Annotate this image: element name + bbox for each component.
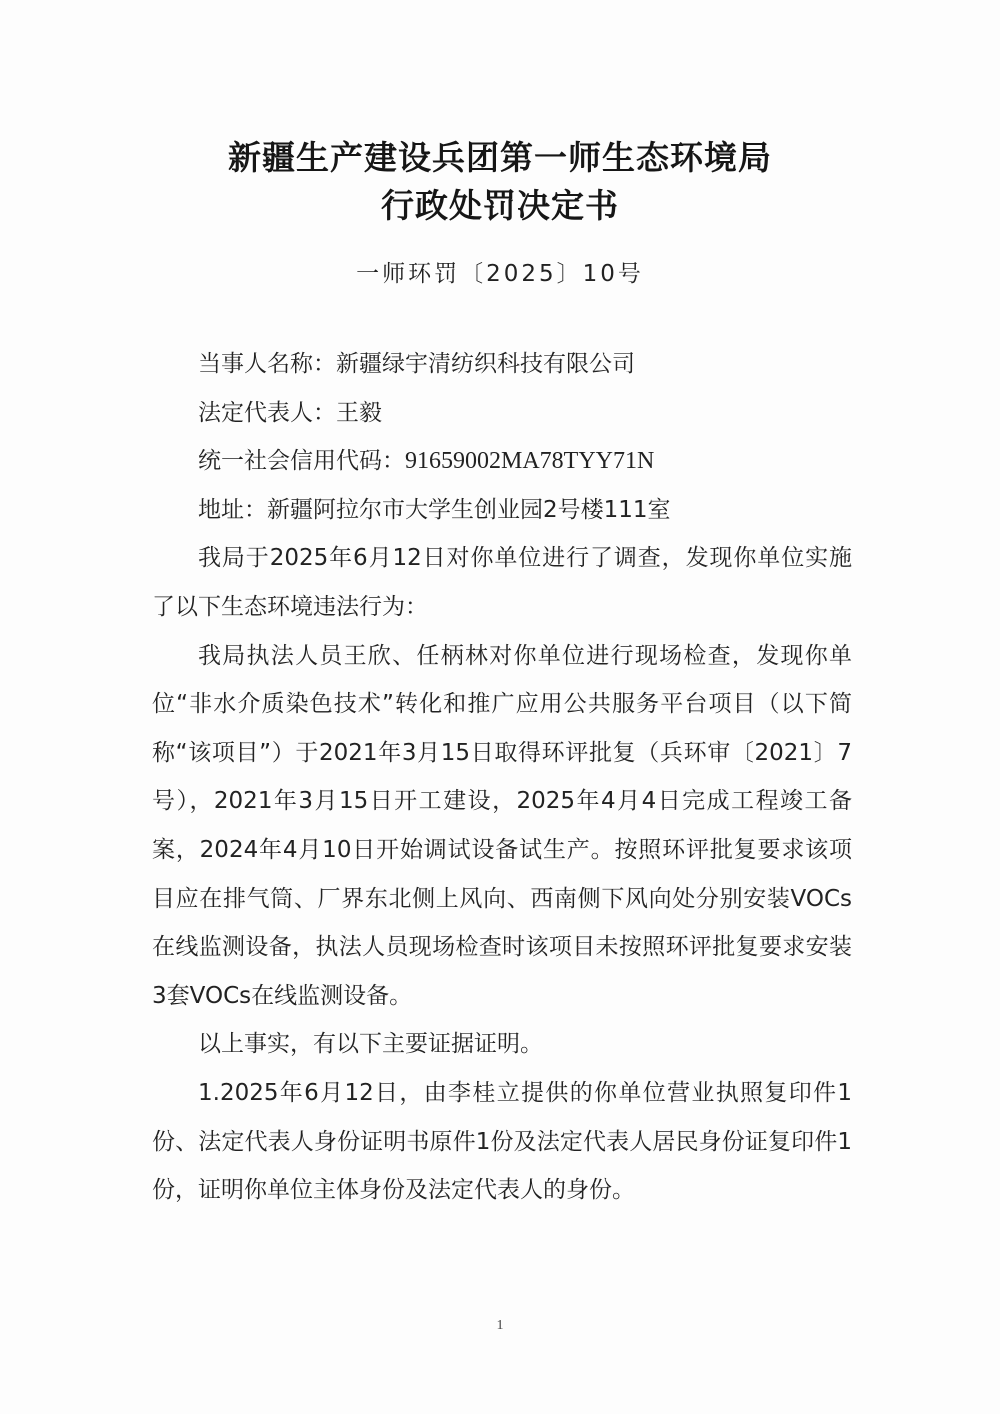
paragraph-investigation: 我局于2025年6月12日对你单位进行了调查，发现你单位实施了以下生态环境违法行为： — [152, 545, 852, 620]
credit-code-field — [152, 437, 852, 486]
document-title-line2: 行政处罚决定书 — [381, 186, 619, 225]
credit-code-value: 91659002MA78TYY71N — [405, 448, 655, 475]
paragraph-evidence-item-1: 1.2025年6月12日，由李桂立提供的你单位营业执照复印件1份、法定代表人身份证明书原件1份及法定代表人居民身份证复印件1份，证明你单位主体身份及法定代表人的身份。 — [152, 1079, 852, 1204]
legal-rep-label: 法定代表人： — [198, 399, 336, 426]
page-number: 1 — [496, 1318, 504, 1333]
legal-rep-field — [152, 389, 852, 438]
party-name-value: 新疆绿宇清纺织科技有限公司 — [336, 351, 635, 377]
document-body — [152, 340, 852, 1215]
credit-code-label: 统一社会信用代码： — [198, 448, 405, 475]
party-name-field — [152, 340, 852, 389]
address-value: 新疆阿拉尔市大学生创业园2号楼111室 — [267, 496, 671, 523]
legal-rep-value: 王毅 — [336, 399, 382, 426]
address-field — [152, 486, 852, 535]
party-name-label: 当事人名称： — [198, 351, 336, 377]
paragraph-evidence-intro: 以上事实，有以下主要证据证明。 — [198, 1031, 543, 1058]
address-label: 地址： — [198, 496, 267, 523]
document-number: 一师环罚〔2025〕10号 — [356, 261, 644, 287]
document-title-line1: 新疆生产建设兵团第一师生态环境局 — [228, 138, 772, 177]
paragraph-violation-facts: 我局执法人员王欣、任柄林对你单位进行现场检查，发现你单位“非水介质染色技术”转化和推广应用公共服务平台项目（以下简称“该项目”）于2021年3月15日取得环评批复（兵环审〔2021〕7号），2021年3月15日开工建设，2025年4月4日完成工程竣工备案，2024年4月10日开始调试设备试生产。按照环评批复要求该项目应在排气筒、厂界东北侧上风向、西南侧下风向处分别安装VOCs在线监测设备，执法人员现场检查时该项目未按照环评批复要求安装3套VOCs在线监测设备。 — [152, 642, 852, 1009]
